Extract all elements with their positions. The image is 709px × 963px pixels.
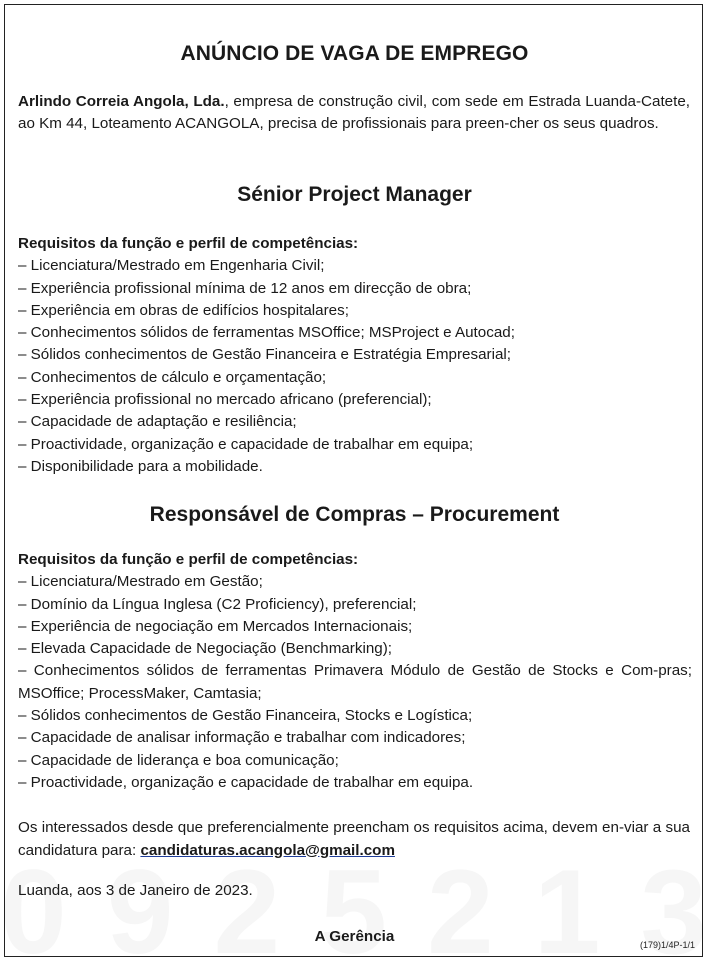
list-item: – Experiência em obras de edifícios hospitalares; [18,301,349,319]
page-title: ANÚNCIO DE VAGA DE EMPREGO [180,42,529,65]
requirements-procurement [18,549,692,794]
list-item: – Proactividade, organização e capacidade de trabalhar em equipa. [18,773,474,791]
list-item: – Licenciatura/Mestrado em Engenharia Civil; [18,257,325,275]
list-item: – Experiência profissional no mercado africano (preferencial); [18,391,432,409]
list-item: – Licenciatura/Mestrado em Gestão; [18,573,263,591]
list-item: – Conhecimentos de cálculo e orçamentação; [18,368,327,386]
list-item: – Disponibilidade para a mobilidade. [18,457,263,475]
signoff: A Gerência [314,928,395,945]
company-name: Arlindo Correia Angola, Lda. [18,93,225,110]
requirements-senior-project-manager [18,233,692,478]
intro-paragraph [18,91,690,135]
reference-code: (179)1/4P-1/1 [639,940,695,950]
list-item: – Proactividade, organização e capacidade de trabalhar em equipa; [18,435,474,453]
list-item: – Conhecimentos sólidos de ferramentas Primavera Módulo de Gestão de Stocks e Com-pras; MSOffice; ProcessMaker, Camtasia; [18,662,692,702]
list-item: – Experiência profissional mínima de 12 anos em direcção de obra; [18,279,472,297]
list-item: – Sólidos conhecimentos de Gestão Financeira e Estratégia Empresarial; [18,346,512,364]
list-item: – Experiência de negociação em Mercados Internacionais; [18,617,413,635]
watermark [0,862,709,962]
list-item: – Sólidos conhecimentos de Gestão Financeira, Stocks e Logística; [18,707,473,725]
closing-paragraph [18,817,690,862]
closing-text: Os interessados desde que preferencialmente preencham os requisitos acima, devem en-viar a sua candidatura para: [18,819,690,859]
section-title-senior-project-manager: Sénior Project Manager [237,183,472,206]
list-item: – Capacidade de analisar informação e trabalhar com indicadores; [18,729,466,747]
requirements-heading: Requisitos da função e perfil de competências: [18,235,359,252]
list-item: – Elevada Capacidade de Negociação (Benchmarking); [18,640,393,658]
ad-border [4,4,703,957]
email-link[interactable]: candidaturas.acangola@gmail.com [140,841,395,859]
list-item: – Capacidade de liderança e boa comunicação; [18,751,339,769]
list-item: – Capacidade de adaptação e resiliência; [18,413,297,431]
list-item: – Domínio da Língua Inglesa (C2 Proficiency), preferencial; [18,595,417,613]
intro-text: , empresa de construção civil, com sede em Estrada Luanda-Catete, ao Km 44, Loteamento ACANGOLA, precisa de profissionais para preen-cher os seus quadros. [18,93,691,132]
requirements-heading: Requisitos da função e perfil de competências: [18,551,359,568]
section-title-procurement: Responsável de Compras – Procurement [149,503,560,526]
date-line: Luanda, aos 3 de Janeiro de 2023. [18,882,253,899]
list-item: – Conhecimentos sólidos de ferramentas MSOffice; MSProject e Autocad; [18,324,515,342]
